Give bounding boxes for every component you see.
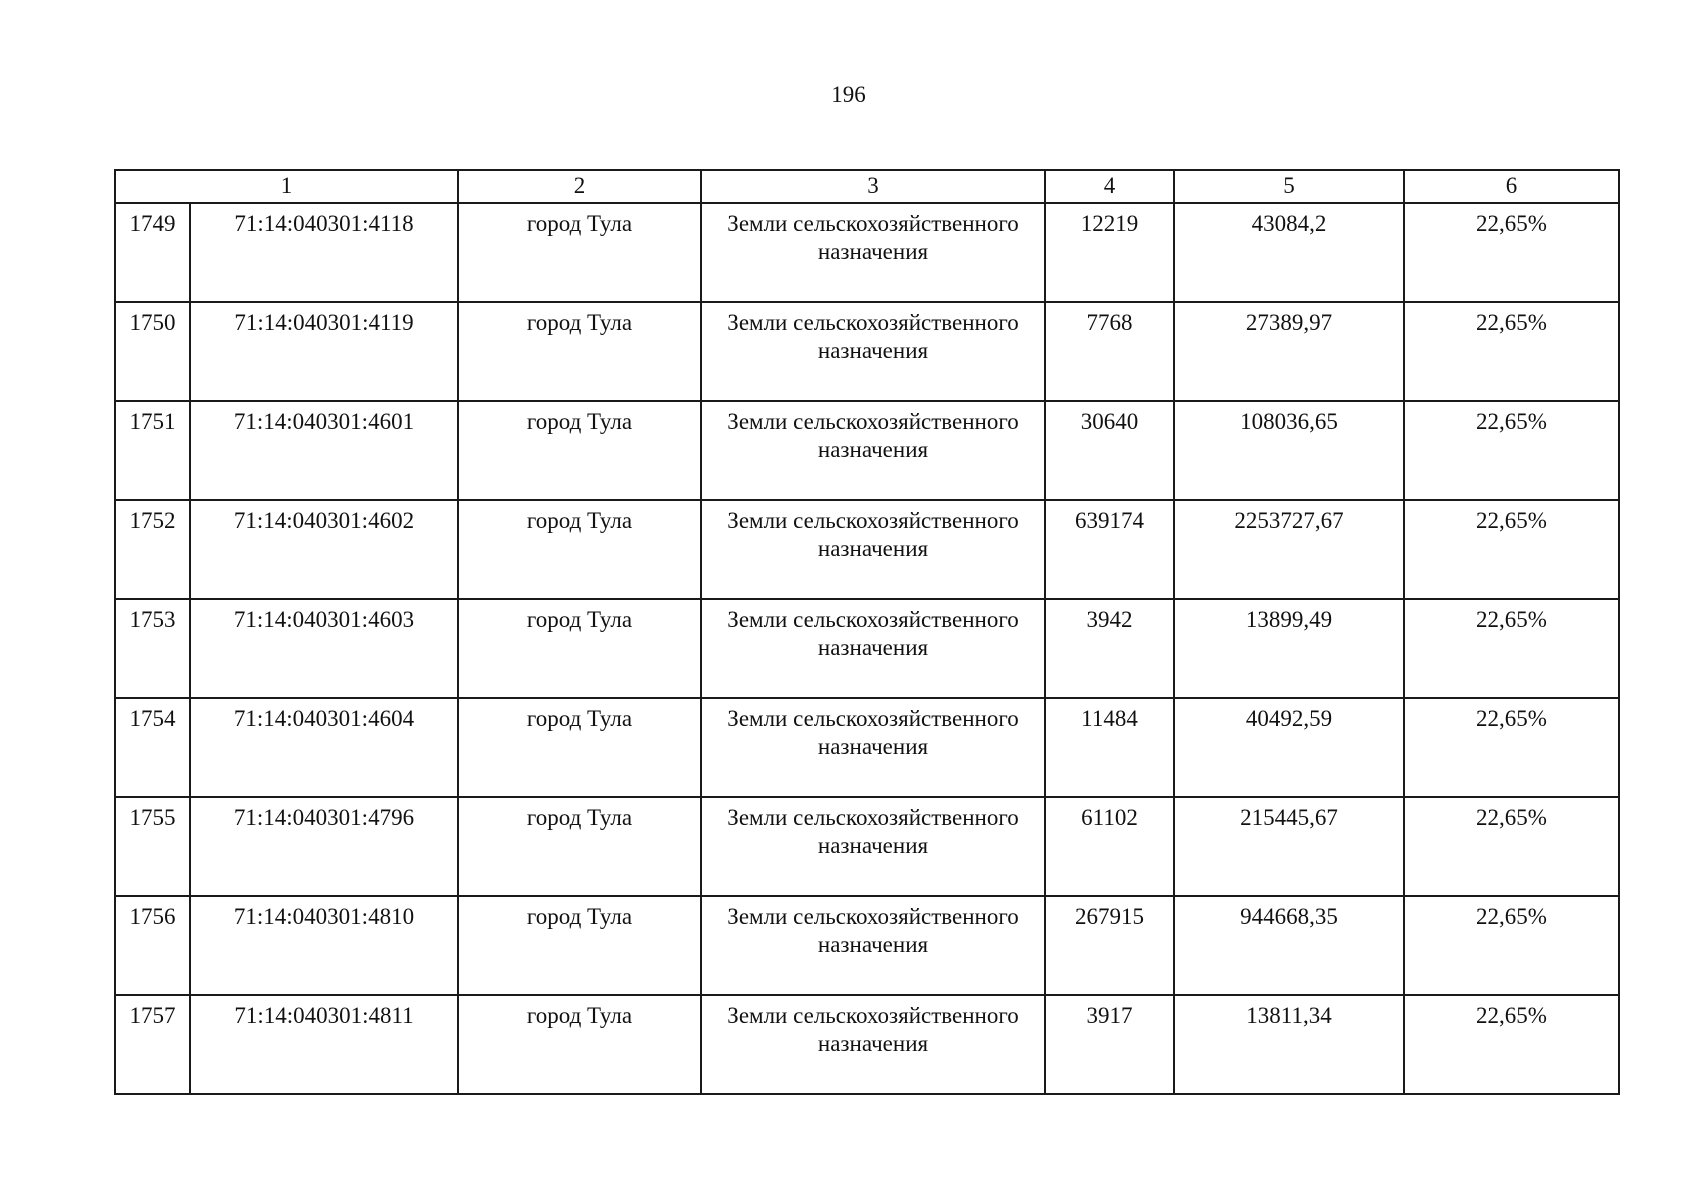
tax-rate-cell: 22,65%: [1404, 500, 1619, 599]
cadastral-number-cell: 71:14:040301:4604: [190, 698, 458, 797]
column-header: 3: [701, 170, 1045, 203]
tax-rate-cell: 22,65%: [1404, 797, 1619, 896]
table-header-row: [115, 170, 1619, 203]
area-cell: 639174: [1045, 500, 1174, 599]
cadastral-value-cell: 2253727,67: [1174, 500, 1404, 599]
cadastral-value-cell: 215445,67: [1174, 797, 1404, 896]
cadastral-value-cell: 43084,2: [1174, 203, 1404, 302]
row-number-cell: 1756: [115, 896, 190, 995]
column-header: 4: [1045, 170, 1174, 203]
cadastral-value-cell: 944668,35: [1174, 896, 1404, 995]
cadastral-value-cell: 27389,97: [1174, 302, 1404, 401]
cadastral-number-cell: 71:14:040301:4796: [190, 797, 458, 896]
area-cell: 3917: [1045, 995, 1174, 1094]
table-row: [115, 302, 1619, 401]
area-cell: 7768: [1045, 302, 1174, 401]
row-number-cell: 1753: [115, 599, 190, 698]
column-header: 2: [458, 170, 701, 203]
location-cell: город Тула: [458, 599, 701, 698]
cadastral-number-cell: 71:14:040301:4118: [190, 203, 458, 302]
area-cell: 267915: [1045, 896, 1174, 995]
table-row: [115, 500, 1619, 599]
cadastral-value-cell: 108036,65: [1174, 401, 1404, 500]
location-cell: город Тула: [458, 302, 701, 401]
tax-rate-cell: 22,65%: [1404, 995, 1619, 1094]
land-plots-table: [114, 169, 1620, 1095]
table-row: [115, 797, 1619, 896]
table-row: [115, 401, 1619, 500]
tax-rate-cell: 22,65%: [1404, 203, 1619, 302]
land-category-cell: Земли сельскохозяйственного назначения: [701, 302, 1045, 401]
table-row: [115, 995, 1619, 1094]
cadastral-value-cell: 13899,49: [1174, 599, 1404, 698]
column-header: 1: [115, 170, 458, 203]
column-header: 6: [1404, 170, 1619, 203]
cadastral-number-cell: 71:14:040301:4602: [190, 500, 458, 599]
area-cell: 61102: [1045, 797, 1174, 896]
location-cell: город Тула: [458, 401, 701, 500]
area-cell: 30640: [1045, 401, 1174, 500]
cadastral-number-cell: 71:14:040301:4601: [190, 401, 458, 500]
page-number: 196: [831, 82, 866, 107]
table-row: [115, 698, 1619, 797]
land-category-cell: Земли сельскохозяйственного назначения: [701, 401, 1045, 500]
row-number-cell: 1754: [115, 698, 190, 797]
table-row: [115, 896, 1619, 995]
location-cell: город Тула: [458, 896, 701, 995]
table-row: [115, 203, 1619, 302]
row-number-cell: 1751: [115, 401, 190, 500]
land-category-cell: Земли сельскохозяйственного назначения: [701, 698, 1045, 797]
land-category-cell: Земли сельскохозяйственного назначения: [701, 995, 1045, 1094]
land-category-cell: Земли сельскохозяйственного назначения: [701, 599, 1045, 698]
location-cell: город Тула: [458, 698, 701, 797]
row-number-cell: 1752: [115, 500, 190, 599]
land-category-cell: Земли сельскохозяйственного назначения: [701, 203, 1045, 302]
land-category-cell: Земли сельскохозяйственного назначения: [701, 500, 1045, 599]
row-number-cell: 1750: [115, 302, 190, 401]
tax-rate-cell: 22,65%: [1404, 896, 1619, 995]
tax-rate-cell: 22,65%: [1404, 401, 1619, 500]
column-header: 5: [1174, 170, 1404, 203]
tax-rate-cell: 22,65%: [1404, 599, 1619, 698]
cadastral-number-cell: 71:14:040301:4811: [190, 995, 458, 1094]
location-cell: город Тула: [458, 797, 701, 896]
cadastral-number-cell: 71:14:040301:4810: [190, 896, 458, 995]
cadastral-number-cell: 71:14:040301:4603: [190, 599, 458, 698]
area-cell: 12219: [1045, 203, 1174, 302]
tax-rate-cell: 22,65%: [1404, 302, 1619, 401]
row-number-cell: 1755: [115, 797, 190, 896]
cadastral-number-cell: 71:14:040301:4119: [190, 302, 458, 401]
location-cell: город Тула: [458, 995, 701, 1094]
land-category-cell: Земли сельскохозяйственного назначения: [701, 896, 1045, 995]
area-cell: 11484: [1045, 698, 1174, 797]
area-cell: 3942: [1045, 599, 1174, 698]
location-cell: город Тула: [458, 203, 701, 302]
tax-rate-cell: 22,65%: [1404, 698, 1619, 797]
location-cell: город Тула: [458, 500, 701, 599]
cadastral-value-cell: 40492,59: [1174, 698, 1404, 797]
row-number-cell: 1757: [115, 995, 190, 1094]
row-number-cell: 1749: [115, 203, 190, 302]
cadastral-value-cell: 13811,34: [1174, 995, 1404, 1094]
table-row: [115, 599, 1619, 698]
table-body: [115, 203, 1619, 1094]
land-category-cell: Земли сельскохозяйственного назначения: [701, 797, 1045, 896]
